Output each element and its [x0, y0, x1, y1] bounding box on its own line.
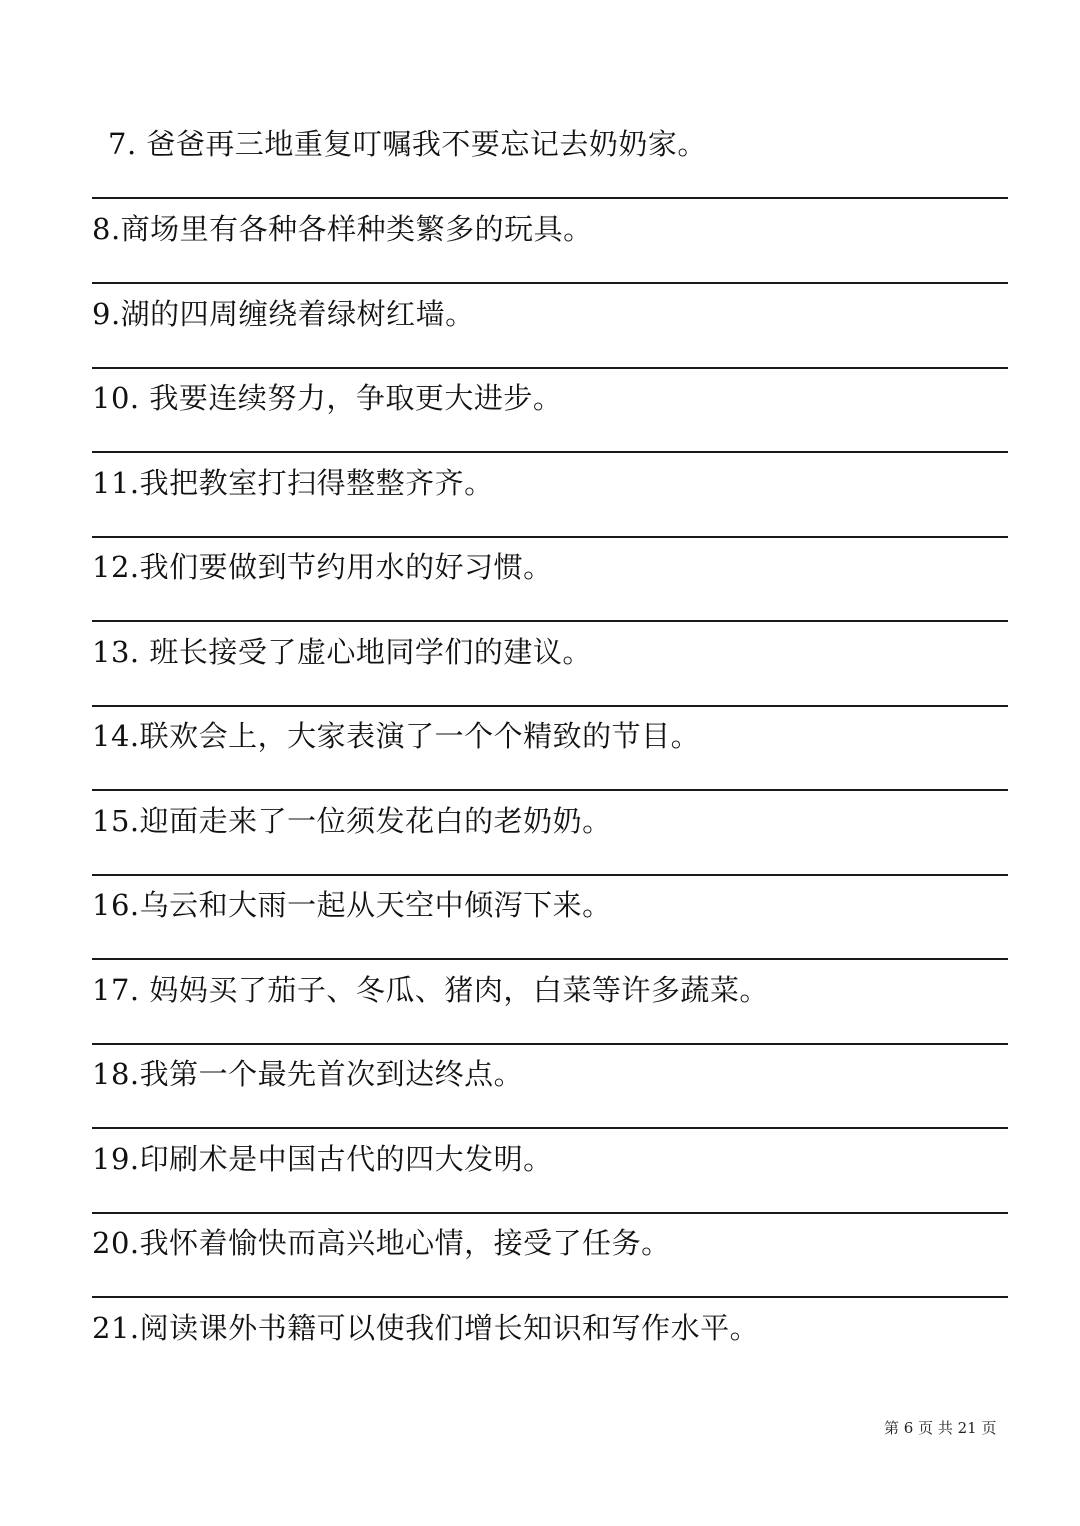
sentence-15: 15.迎面走来了一位须发花白的老奶奶。: [92, 804, 612, 838]
answer-line-20: [92, 1296, 1008, 1298]
answer-line-19: [92, 1212, 1008, 1214]
answer-line-15: [92, 874, 1008, 876]
answer-line-7: [92, 197, 1008, 199]
sentence-12: 12.我们要做到节约用水的好习惯。: [92, 550, 553, 584]
answer-line-10: [92, 451, 1008, 453]
answer-line-18: [92, 1127, 1008, 1129]
sentence-21: 21.阅读课外书籍可以使我们增长知识和写作水平。: [92, 1311, 760, 1345]
sentence-10: 10. 我要连续努力，争取更大进步。: [92, 381, 563, 415]
answer-line-8: [92, 282, 1008, 284]
sentence-19: 19.印刷术是中国古代的四大发明。: [92, 1142, 553, 1176]
sentence-13: 13. 班长接受了虚心地同学们的建议。: [92, 635, 592, 669]
answer-line-9: [92, 367, 1008, 369]
sentence-9: 9.湖的四周缠绕着绿树红墙。: [92, 297, 475, 331]
sentence-8: 8.商场里有各种各样种类繁多的玩具。: [92, 212, 593, 246]
sentence-18: 18.我第一个最先首次到达终点。: [92, 1057, 524, 1091]
answer-line-14: [92, 789, 1008, 791]
sentence-7: 7. 爸爸再三地重复叮嘱我不要忘记去奶奶家。: [108, 127, 707, 161]
page-number: 第 6 页 共 21 页: [884, 1419, 997, 1437]
sentence-17: 17. 妈妈买了茄子、冬瓜、猪肉，白菜等许多蔬菜。: [92, 973, 769, 1007]
answer-line-13: [92, 705, 1008, 707]
answer-line-11: [92, 536, 1008, 538]
answer-line-16: [92, 958, 1008, 960]
sentence-11: 11.我把教室打扫得整整齐齐。: [92, 466, 494, 500]
answer-line-12: [92, 620, 1008, 622]
sentence-20: 20.我怀着愉快而高兴地心情，接受了任务。: [92, 1226, 671, 1260]
sentence-16: 16.乌云和大雨一起从天空中倾泻下来。: [92, 888, 612, 922]
sentence-14: 14.联欢会上，大家表演了一个个精致的节目。: [92, 719, 701, 753]
answer-line-17: [92, 1043, 1008, 1045]
